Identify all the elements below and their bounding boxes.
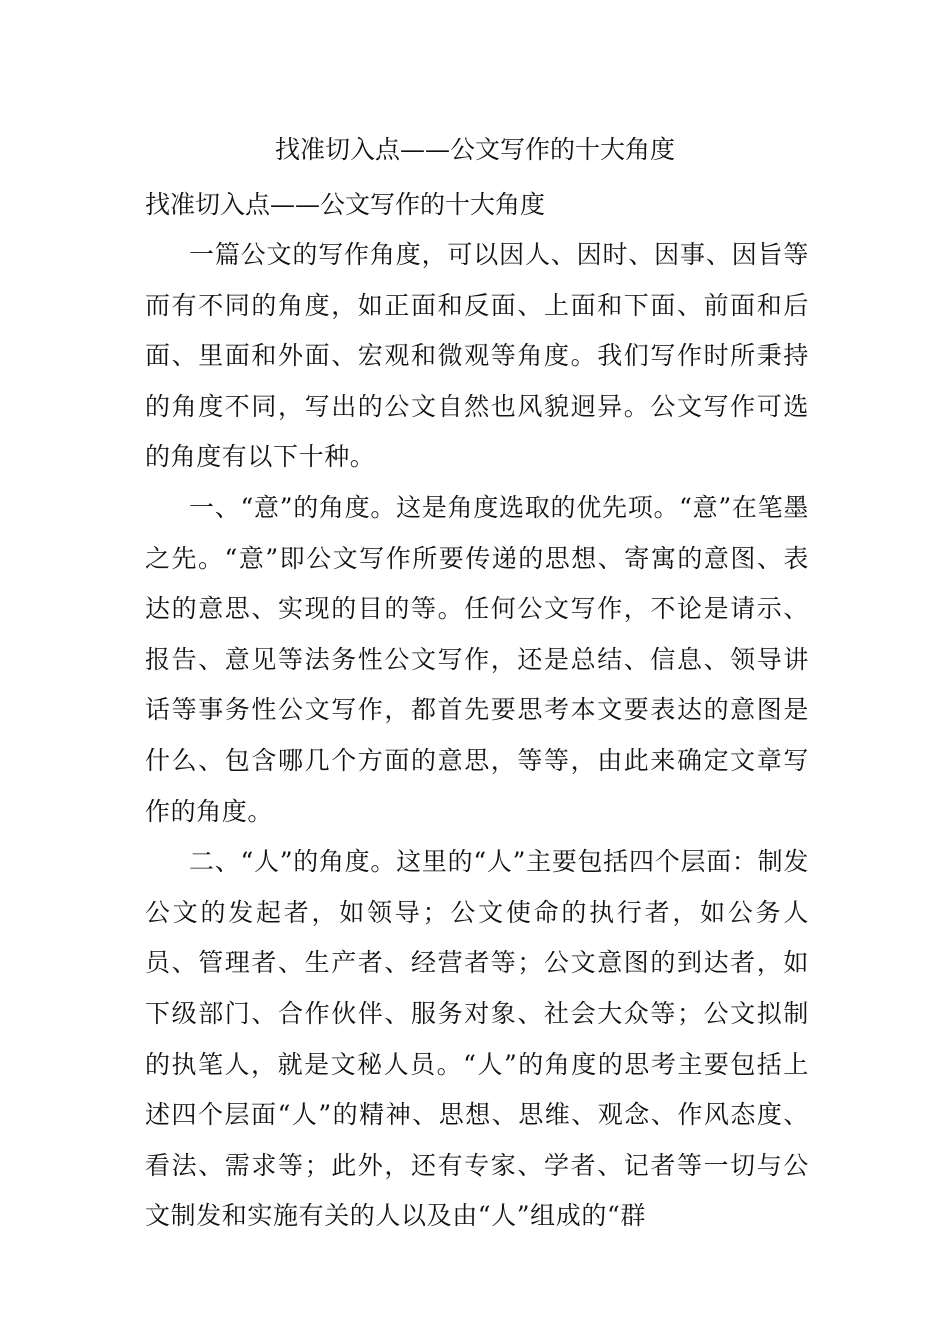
paragraph-intro: 一篇公文的写作角度，可以因人、因时、因事、因旨等而有不同的角度，如正面和反面、上面和下面、前面和后面、里面和外面、宏观和微观等角度。我们写作时所秉持的角度不同，写出的公文自然也风貌迥异。公文写作可选的角度有以下十种。 (145, 240, 809, 472)
document-body (145, 180, 809, 1242)
document-title: 找准切入点——公文写作的十大角度 (274, 135, 675, 164)
paragraph-angle-yi: 一、“意”的角度。这是角度选取的优先项。“意”在笔墨之先。“意”即公文写作所要传递的思想、寄寓的意图、表达的意思、实现的目的等。任何公文写作，不论是请示、报告、意见等法务性公文写作，还是总结、信息、领导讲话等事务性公文写作，都首先要思考本文要表达的意图是什么、包含哪几个方面的意思，等等，由此来确定文章写作的角度。 (145, 492, 809, 826)
document-subtitle: 找准切入点——公文写作的十大角度 (145, 190, 546, 219)
paragraph-angle-ren: 二、“人”的角度。这里的“人”主要包括四个层面：制发公文的发起者，如领导；公文使命的执行者，如公务人员、管理者、生产者、经营者等；公文意图的到达者，如下级部门、合作伙伴、服务对象、社会大众等；公文拟制的执笔人，就是文秘人员。“人”的角度的思考主要包括上述四个层面“人”的精神、思想、思维、观念、作风态度、看法、需求等；此外，还有专家、学者、记者等一切与公文制发和实施有关的人以及由“人”组成的“群 (145, 847, 809, 1231)
